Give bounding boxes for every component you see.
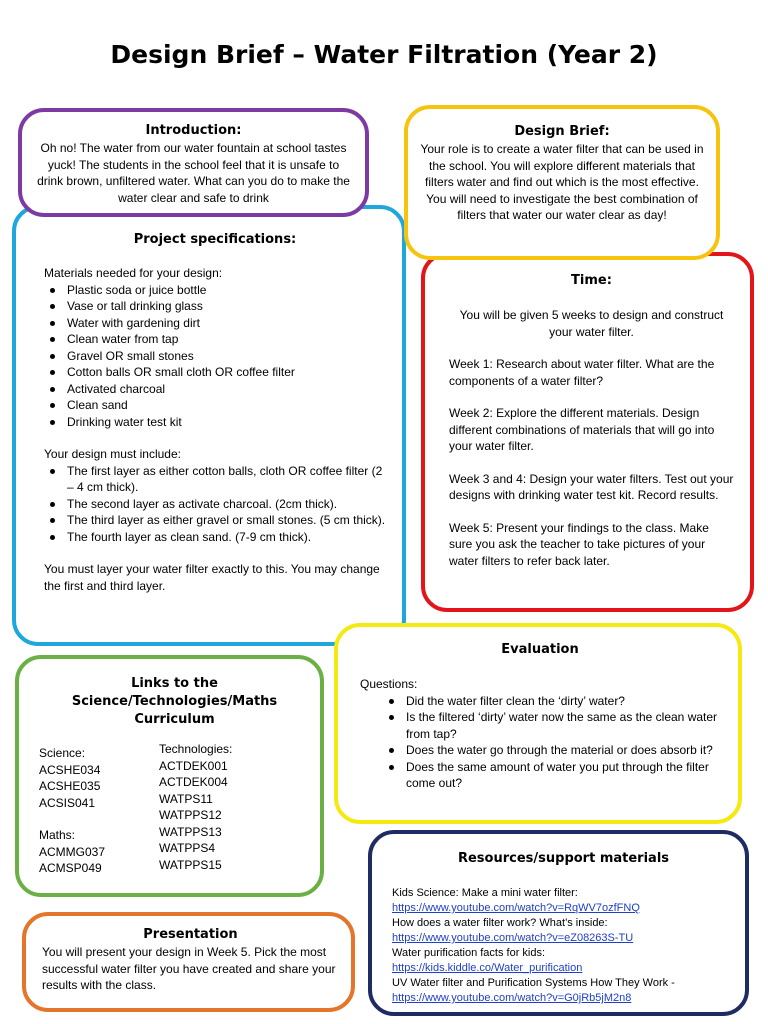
resource-label: UV Water filter and Purification Systems How They Work -: [392, 977, 675, 989]
page-title: Design Brief – Water Filtration (Year 2): [110, 40, 658, 69]
list-item: ACTDEK001: [159, 758, 228, 773]
week-5: Week 5: Present your findings to the class. Make sure you ask the teacher to take pictures of your water filters to refer back later.: [449, 520, 709, 568]
list-item: Cotton balls OR small cloth OR coffee filter: [67, 364, 386, 381]
list-item: Plastic soda or juice bottle: [67, 282, 386, 299]
resource-link[interactable]: https://www.youtube.com/watch?v=G0jRb5jM2n8: [392, 992, 632, 1004]
must-include-intro: Your design must include:: [44, 447, 181, 461]
list-item: WATPPS15: [159, 857, 222, 872]
resource-link[interactable]: https://www.youtube.com/watch?v=eZ08263S-TU: [392, 932, 634, 944]
curriculum-heading-line2: Science/Technologies/Maths: [71, 694, 278, 709]
list-item: Activated charcoal: [67, 381, 386, 398]
resource-label: Kids Science: Make a mini water filter:: [392, 887, 578, 899]
week-2: Week 2: Explore the different materials. Design different combinations of materials that will go into your water filter.: [449, 406, 715, 453]
list-item: The third layer as either gravel or small stones. (5 cm thick).: [67, 513, 386, 527]
presentation-text: You will present your design in Week 5. Pick the most successful water filter you have created and share your results with the class.: [42, 945, 336, 992]
materials-intro: Materials needed for your design:: [44, 266, 223, 280]
technologies-column: [159, 741, 299, 873]
design-brief-heading: Design Brief:: [514, 124, 610, 139]
curriculum-links-box: [15, 655, 324, 897]
curriculum-heading-line1: Links to the: [131, 676, 218, 691]
resource-link[interactable]: https://www.youtube.com/watch?v=RqWV7ozfFNQ: [392, 902, 640, 914]
list-item: ACSHE035: [39, 779, 101, 793]
list-item: Clean water from tap: [67, 331, 386, 348]
science-maths-column: [39, 745, 149, 877]
list-item: Water with gardening dirt: [67, 315, 386, 332]
time-intro: You will be given 5 weeks to design and construct your water filter.: [459, 308, 724, 339]
resource-label: How does a water filter work? What’s inside:: [392, 917, 608, 929]
design-brief-text: Your role is to create a water filter that can be used in the school. You will explore different materials that filters water and find out which is the most effective. You will need to investigate the best combination of filters that water our water clear as day!: [420, 142, 704, 222]
introduction-heading: Introduction:: [145, 123, 242, 138]
week-3-4: Week 3 and 4: Design your water filters. Test out your designs with drinking water test kit. Record results.: [449, 471, 734, 502]
list-item: ACTDEK004: [159, 775, 228, 789]
project-specifications-box: [12, 205, 406, 646]
science-label: Science:: [39, 746, 86, 760]
list-item: Did the water filter clean the ‘dirty’ water?: [406, 693, 720, 710]
curriculum-heading-line3: Curriculum: [134, 712, 215, 727]
evaluation-box: [334, 623, 742, 824]
project-specifications-heading: Project specifications:: [133, 232, 297, 247]
time-box: [421, 252, 754, 612]
list-item: The second layer as activate charcoal. (2cm thick).: [67, 496, 386, 513]
list-item: ACMMG037: [39, 844, 106, 859]
list-item: WATPPS12: [159, 808, 222, 822]
list-item: Clean sand: [67, 397, 386, 414]
list-item: Gravel OR small stones: [67, 348, 386, 365]
evaluation-heading: Evaluation: [501, 642, 579, 657]
list-item: ACMSP049: [39, 861, 102, 875]
list-item: Does the same amount of water you put through the filter come out?: [406, 759, 720, 792]
materials-list: [44, 282, 386, 431]
design-brief-box: [404, 105, 720, 260]
introduction-box: [18, 108, 369, 217]
resources-box: [368, 830, 749, 1016]
list-item: WATPPS13: [159, 824, 222, 839]
list-item: WATPPS4: [159, 841, 216, 855]
list-item: Drinking water test kit: [67, 414, 386, 431]
presentation-heading: Presentation: [143, 927, 238, 942]
layers-list: [44, 463, 386, 546]
list-item: Is the filtered ‘dirty’ water now the same as the clean water from tap?: [406, 709, 720, 742]
questions-list: [360, 693, 720, 792]
maths-label: Maths:: [39, 828, 76, 842]
week-1: Week 1: Research about water filter. What are the components of a water filter?: [449, 357, 715, 388]
resources-heading: Resources/support materials: [457, 851, 670, 866]
questions-label: Questions:: [360, 677, 418, 691]
presentation-box: [22, 912, 355, 1012]
introduction-text: Oh no! The water from our water fountain at school tastes yuck! The students in the school feel that it is unsafe to drink brown, unfiltered water. What can you do to make the water clear and safe to drink: [37, 141, 350, 205]
technologies-label: Technologies:: [159, 742, 233, 756]
list-item: The first layer as either cotton balls, cloth OR coffee filter (2 – 4 cm thick).: [67, 463, 386, 496]
time-heading: Time:: [571, 273, 612, 288]
list-item: Vase or tall drinking glass: [67, 298, 386, 315]
list-item: ACSHE034: [39, 762, 101, 777]
list-item: Does the water go through the material or does absorb it?: [406, 742, 720, 759]
list-item: WATPS11: [159, 791, 213, 806]
closing-text: You must layer your water filter exactly to this. You may change the first and third layer.: [44, 562, 380, 593]
list-item: ACSIS041: [39, 795, 96, 810]
resource-label: Water purification facts for kids:: [392, 947, 546, 959]
resource-link[interactable]: https://kids.kiddle.co/Water_purification: [392, 962, 583, 974]
list-item: The fourth layer as clean sand. (7-9 cm thick).: [67, 529, 386, 546]
